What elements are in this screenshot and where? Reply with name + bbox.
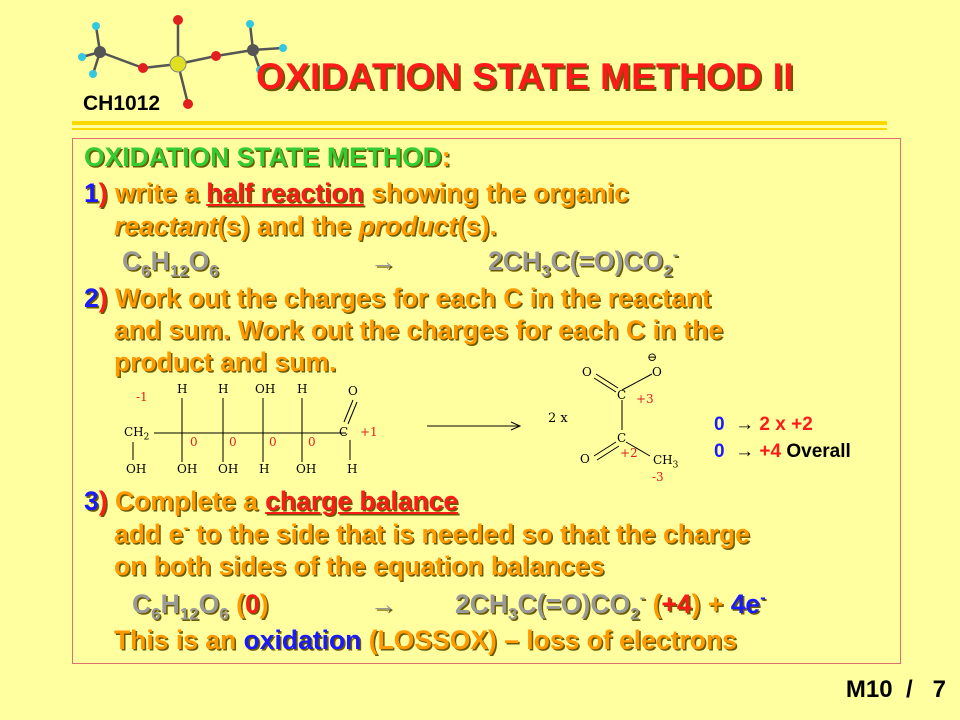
step3-equation-rhs: $2CH_3C(=O)CO_2^-$ (+4) + 4e- [455,588,766,624]
step2-line3: product and sum. [114,347,337,377]
carbonyl-carbon: C [339,425,349,439]
step3-equation-arrow: → [370,589,397,619]
step3-line1: 3) Complete a charge balance [84,486,459,516]
bottom-label-6: H [347,462,358,476]
bottom-label-4: H [259,462,270,476]
course-code: CH1012 [83,92,161,115]
ox-state-c5: 0 [308,435,316,449]
summary-row-2: 0 → +4 Overall [714,441,851,462]
atom-c2: C [617,431,627,445]
ox-state-carboxyl: +3 [636,392,654,406]
charge-minus: ⊖ [647,350,658,364]
page-number: 7 [932,676,946,703]
ox-state-c3: 0 [229,435,237,449]
product-multiplier: 2 x [548,411,568,426]
ox-state-methyl: -3 [652,470,664,484]
top-label-5: O [348,384,358,398]
top-label-1: H [177,382,188,396]
bottom-label-2: OH [177,462,198,476]
ox-state-keto: +2 [620,446,638,460]
title-rule [72,121,887,125]
atom-ch3: $CH_3$ [653,453,679,471]
slide-code: M10 [845,676,893,703]
atom-o2: O [652,365,662,379]
step3-line3: on both sides of the equation balances [114,551,605,581]
ox-state-c1: -1 [136,390,148,404]
bottom-label-5: OH [296,462,317,476]
step2-line1: 2) Work out the charges for each C in the reactant [84,283,711,313]
step1-equation-arrow: → [370,246,397,276]
step1-equation-rhs: $2CH_3C(=O)CO_2^-$ [488,245,679,281]
title-rule-thin [72,128,887,130]
step2-line2: and sum. Work out the charges for each C in the [114,315,724,345]
glucose-structure [110,380,410,480]
reaction-arrow [425,420,525,432]
top-label-2: H [218,382,229,396]
step3-equation-lhs: $C_6H_{12}O_6$ (0) [132,589,269,624]
step3-conclusion: This is an oxidation (LOSSOX) – loss of electrons [114,625,737,655]
half-reaction-link[interactable]: half reaction [206,178,364,208]
charge-balance-link[interactable]: charge balance [265,486,459,516]
ox-state-c4: 0 [269,435,277,449]
ox-state-c6: +1 [360,425,378,439]
summary-row-1: 0 → 2 x +2 [714,414,813,435]
bottom-label-3: OH [218,462,239,476]
ox-state-c2: 0 [190,435,198,449]
step1-line1: 1) write a half reaction showing the organic [84,178,629,208]
step3-line2: add e- to the side that is needed so that the charge [114,518,750,549]
atom-o3: O [580,452,590,466]
slide-title: OXIDATION STATE METHOD II [256,56,794,97]
top-label-4: H [297,382,308,396]
bottom-label-1: OH [126,462,147,476]
atom-c1: C [617,388,627,402]
section-heading: OXIDATION STATE METHOD: [84,142,451,172]
top-label-3: OH [255,382,276,396]
step1-line2: reactant(s) and the product(s). [114,211,497,241]
atom-o1: O [582,365,592,379]
slide-footer [846,676,946,704]
step1-equation-lhs: $C_6H_{12}O_6$ [122,246,219,281]
footer-separator: / [905,676,913,703]
ch2-label: $CH_2$ [124,425,150,443]
